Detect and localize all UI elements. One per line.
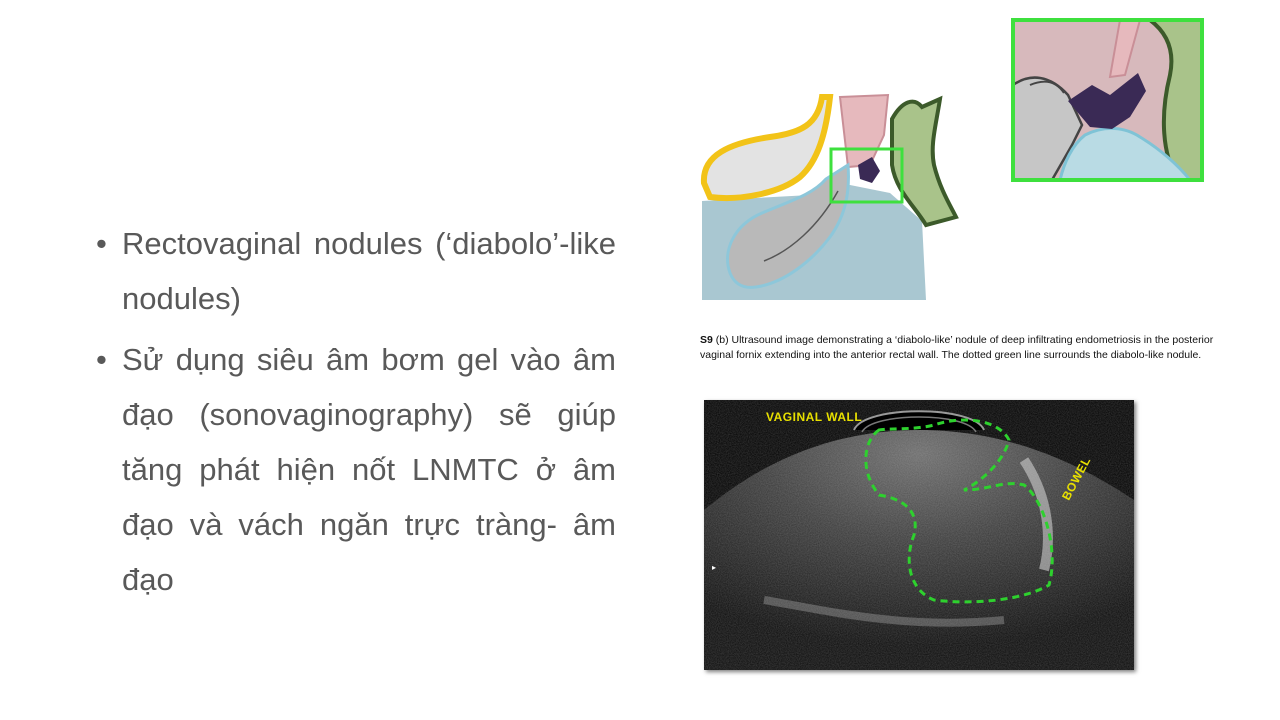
figure-caption (700, 333, 1220, 363)
bullet-text: Rectovaginal nodules (‘diabolo’-like nodules) (122, 226, 616, 316)
bullet-symbol: • (96, 226, 107, 261)
bullet-text: Sử dụng siêu âm bơm gel vào âm đạo (sonovaginography) sẽ giúp tăng phát hiện nốt LNMTC ở âm đạo và vách ngăn trực tràng- âm đạo (122, 342, 616, 597)
bladder-shape (704, 97, 830, 198)
ultrasound-scan (704, 400, 1134, 670)
vaginal-wall-label: VAGINAL WALL (766, 410, 863, 424)
caption-label: S9 (700, 334, 713, 346)
svg-text:▸: ▸ (712, 563, 717, 572)
bullet-list (96, 216, 616, 613)
bullet-item (96, 332, 616, 607)
caption-text: (b) Ultrasound image demonstrating a ‘diabolo-like’ nodule of deep infiltrating endometriosis in the posterior vaginal fornix extending into the anterior rectal wall. The dotted green line surrounds the diabolo-like nodule. (700, 334, 1214, 361)
ultrasound-image (704, 400, 1134, 670)
bullet-item (96, 216, 616, 326)
anatomy-diagram (700, 15, 1210, 305)
uterus-shape (840, 95, 888, 167)
bullet-symbol: • (96, 342, 107, 377)
zoom-inset (1013, 20, 1202, 180)
bowel-label: BOWEL (1059, 454, 1094, 503)
